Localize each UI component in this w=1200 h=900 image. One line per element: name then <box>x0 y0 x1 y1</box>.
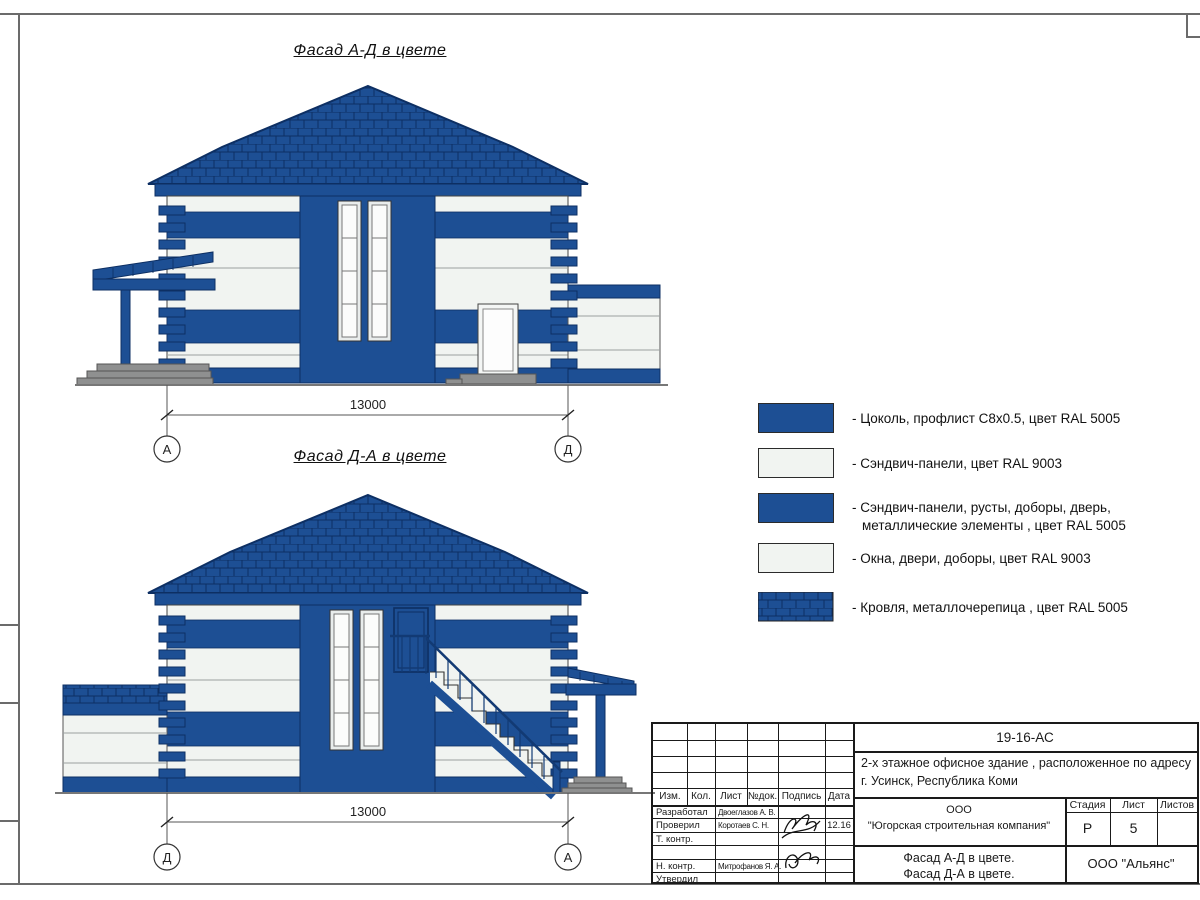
upper-door <box>394 608 428 672</box>
row-role: Утвердил <box>656 874 699 885</box>
col-ndoc: №док. <box>747 791 778 802</box>
legend-label: - Кровля, металлочерепица , цвет RAL 5005 <box>852 600 1128 615</box>
doc-number: 19-16-АС <box>996 730 1054 745</box>
frame-margin-tick-2 <box>0 702 18 704</box>
left-annex <box>63 685 167 793</box>
frame-corner-box-vline <box>1186 13 1188 37</box>
col-izm: Изм. <box>659 791 681 802</box>
roof-hip <box>148 495 588 593</box>
window-left <box>338 201 361 341</box>
contractor: ООО "Альянс" <box>1087 856 1175 871</box>
roof-hip <box>148 86 588 184</box>
facade-ad-title: Фасад А-Д в цвете <box>293 42 447 59</box>
row-name: Двоеглазов А. В. <box>718 808 776 817</box>
company-line1: ООО <box>946 804 972 816</box>
legend-label-line2: металлические элементы , цвет RAL 5005 <box>862 518 1126 533</box>
row-role: Проверил <box>656 820 700 831</box>
title-block <box>651 722 1199 884</box>
porch-steps <box>77 364 213 385</box>
row-role: Н. контр. <box>656 861 696 872</box>
window-left <box>330 610 353 750</box>
sheet-label: Лист <box>1122 799 1145 811</box>
row-name: Митрофанов Я. А. <box>718 862 782 871</box>
company-line2: "Югорская строительная компания" <box>867 820 1051 832</box>
window-right <box>368 201 391 341</box>
door-steps <box>446 374 536 384</box>
dim-13000-bottom: 13000 <box>349 804 387 819</box>
dim-13000-top: 13000 <box>349 397 387 412</box>
axis-d-top: Д <box>563 441 573 457</box>
window-right <box>360 610 383 750</box>
row-name: Коротаев С. Н. <box>718 821 769 830</box>
frame-margin-tick-1 <box>0 624 18 626</box>
legend-swatch-roof <box>758 592 834 622</box>
legend-swatch-panels-blue <box>758 493 834 523</box>
legend-swatch-panels-white <box>758 448 834 478</box>
frame-corner-box-hline <box>1186 36 1200 38</box>
axis-a-top: А <box>162 441 172 457</box>
roof-fascia <box>155 593 581 605</box>
porch-steps <box>562 777 632 793</box>
stage-label: Стадия <box>1069 799 1106 811</box>
sheet-value: 5 <box>1129 820 1138 836</box>
drawing-name-line2: Фасад Д-А в цвете. <box>903 867 1015 881</box>
legend-swatch-plinth <box>758 403 834 433</box>
col-data: Дата <box>827 791 851 802</box>
legend-label: - Сэндвич-панели, русты, доборы, дверь, <box>852 500 1111 515</box>
signature-marks <box>778 805 825 882</box>
project-name-line2: г. Усинск, Республика Коми <box>861 774 1018 788</box>
legend-swatch-windows <box>758 543 834 573</box>
right-annex <box>568 285 660 383</box>
axis-a-bottom: А <box>563 849 573 865</box>
row-role: Т. контр. <box>656 834 694 845</box>
col-podpis: Подпись <box>781 791 822 802</box>
project-name-line1: 2-х этажное офисное здание , расположенное по адресу <box>861 756 1192 770</box>
legend-label: - Цоколь, профлист С8х0.5, цвет RAL 5005 <box>852 411 1121 426</box>
roof-fascia <box>155 184 581 196</box>
frame-top-line <box>0 13 1200 15</box>
entry-door <box>478 304 518 376</box>
row-date: 12.16 <box>827 820 851 831</box>
axis-d-bottom: Д <box>162 849 172 865</box>
legend-label: - Окна, двери, доборы, цвет RAL 9003 <box>852 551 1091 566</box>
facade-da-title: Фасад Д-А в цвете <box>293 448 447 465</box>
legend-label: - Сэндвич-панели, цвет RAL 9003 <box>852 456 1063 471</box>
drawing-name-line1: Фасад А-Д в цвете. <box>903 851 1015 865</box>
col-kol: Кол. <box>691 791 711 802</box>
row-role: Разработал <box>656 807 708 818</box>
frame-margin-tick-3 <box>0 820 18 822</box>
col-list: Лист <box>720 791 742 802</box>
sheets-label: Листов <box>1159 799 1195 811</box>
stage-value: Р <box>1082 820 1093 836</box>
